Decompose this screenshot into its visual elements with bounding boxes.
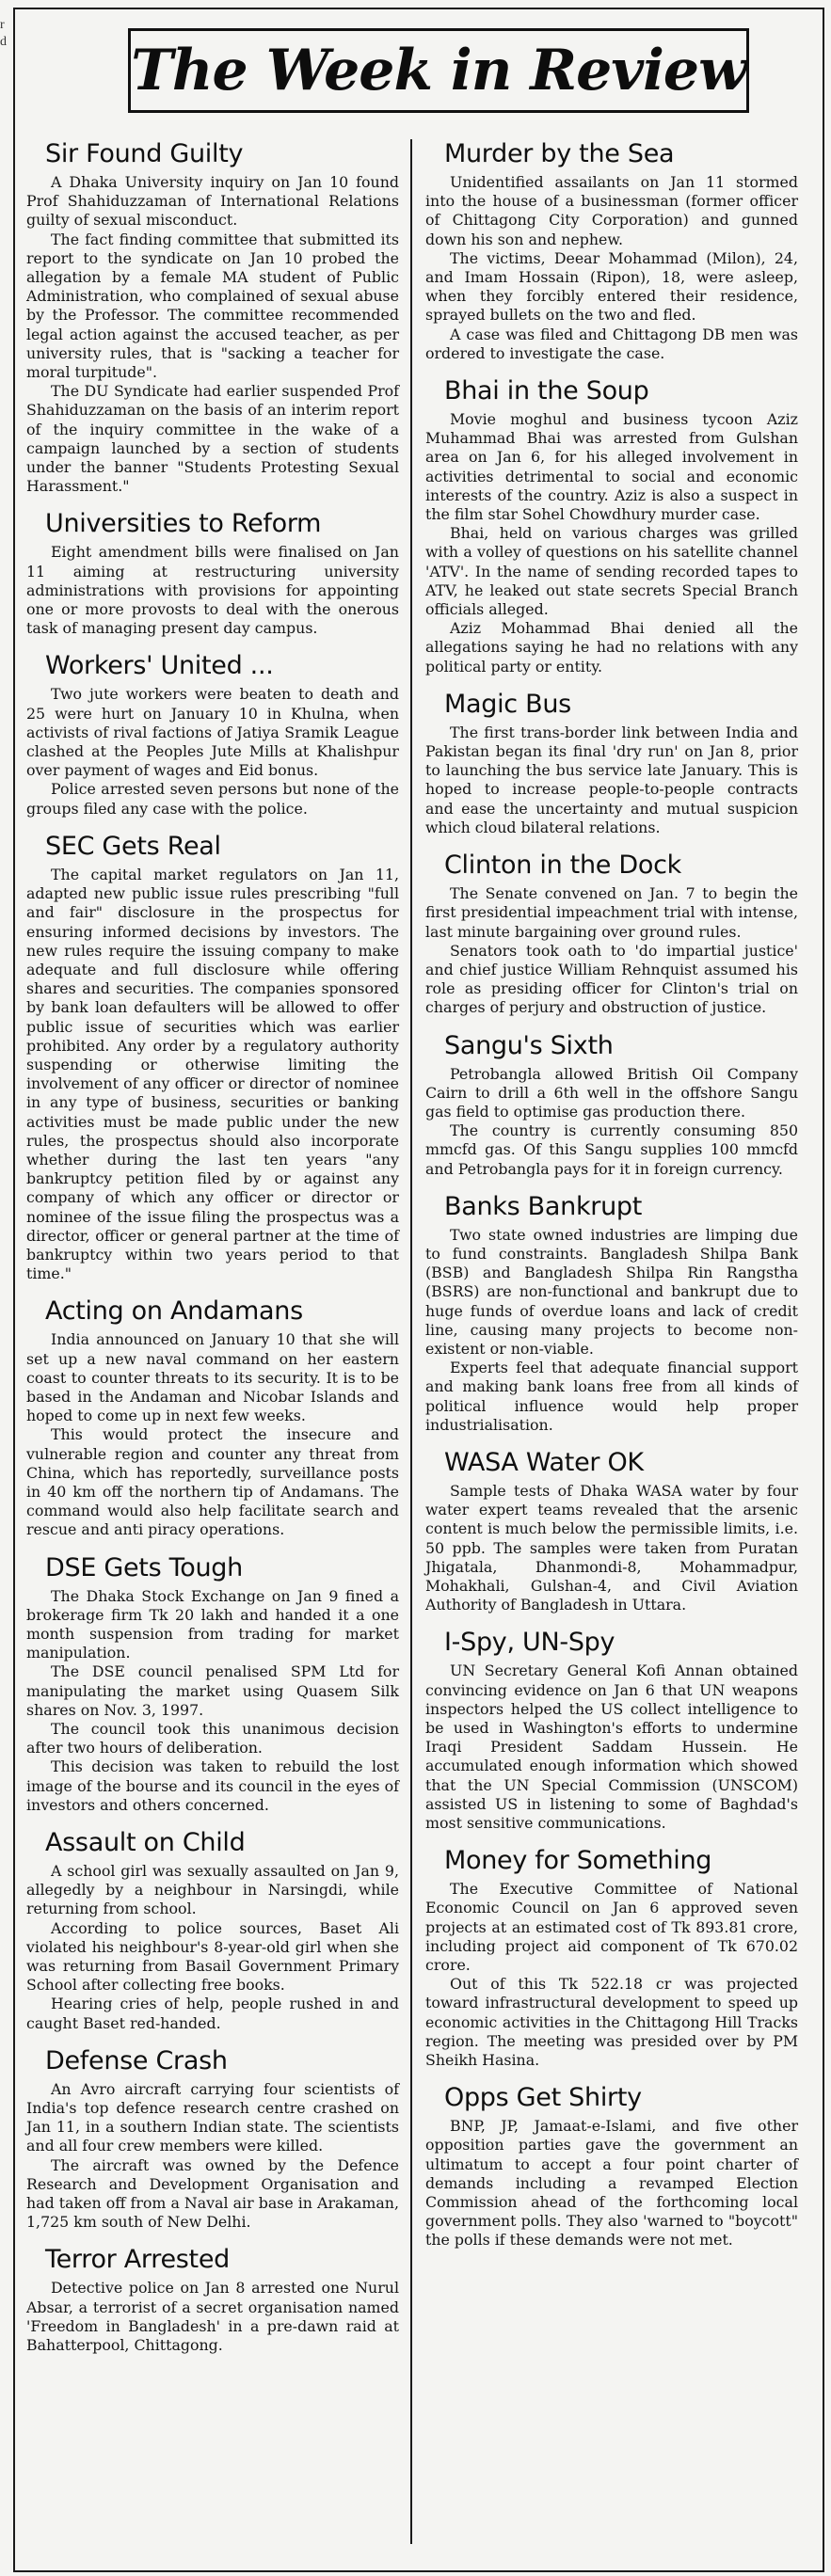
left-column: [26, 139, 399, 2368]
story-clinton-in-the-dock: [425, 851, 798, 1017]
story-paragraph: Senators took oath to 'do impartial justice' and chief justice William Rehnquist assumed his role as presiding officer for Clinton's trial on charges of perjury and obstruction of justice.: [425, 941, 798, 1017]
story-universities-to-reform: [26, 509, 399, 638]
story-paragraph: Police arrested seven persons but none of the groups filed any case with the police.: [26, 780, 399, 818]
story-paragraph: A school girl was sexually assaulted on Jan 9, allegedly by a neighbour in Narsingdi, while returning from school.: [26, 1862, 399, 1918]
story-headline: Clinton in the Dock: [444, 851, 681, 881]
story-bhai-in-the-soup: [425, 376, 798, 676]
story-headline: Universities to Reform: [45, 509, 322, 539]
story-assault-on-child: [26, 1828, 399, 2033]
story-paragraph: Petrobangla allowed British Oil Company Cairn to drill a 6th well in the offshore Sangu gas field to optimise gas production there.: [425, 1064, 798, 1121]
story-sir-found-guilty: [26, 139, 399, 496]
story-magic-bus: [425, 690, 798, 837]
story-terror-arrested: [26, 2245, 399, 2355]
story-headline: Bhai in the Soup: [444, 376, 649, 406]
story-paragraph: The victims, Deear Mohammad (Milon), 24, and Imam Hossain (Ripon), 18, were asleep, when they forcibly entered their residence, sprayed bullets on the two and fled.: [425, 248, 798, 325]
story-headline: Terror Arrested: [45, 2245, 230, 2275]
story-headline: Defense Crash: [45, 2045, 228, 2075]
story-acting-on-andamans: [26, 1296, 399, 1539]
story-headline: SEC Gets Real: [45, 831, 221, 861]
title-box: [128, 28, 749, 113]
story-paragraph: The Dhaka Stock Exchange on Jan 9 fined a brokerage firm Tk 20 lakh and handed it a one month suspension from trading for market manipulation.: [26, 1586, 399, 1662]
story-opps-get-shirty: [425, 2083, 798, 2250]
story-paragraph: A Dhaka University inquiry on Jan 10 found Prof Shahiduzzaman of International Relations guilty of sexual misconduct.: [26, 173, 399, 230]
story-dse-gets-tough: [26, 1553, 399, 1815]
story-paragraph: BNP, JP, Jamaat-e-Islami, and five other opposition parties gave the government an ultimatum to accept a four point charter of demands including a revamped Election Commission ahead of the forthcoming local government polls. They also 'warned to "boycott" the polls if these demands were not met.: [425, 2117, 798, 2250]
story-paragraph: The capital market regulators on Jan 11, adapted new public issue rules prescribing "full and fair" disclosure in the prospectus for ensuring informed decisions by investors. The new rules require the issuing company to make adequate and full disclosure while offering shares and securities. The companies sponsored by bank loan defaulters will be allowed to offer public issue of securities which was earlier prohibited. Any order by a regulatory authority suspending or otherwise limiting the involvement of any officer or director of nominee in any type of business, securities or banking activities must be made public under the new rules, the prospectus should also incorporate whether during the last ten years "any bankruptcy petition filed by or against any company of which any officer or director or nominee of the issue filing the prospectus was a director, officer or general partner at the time of bankruptcy within two years period to that time.": [26, 865, 399, 1283]
story-paragraph: The Senate convened on Jan. 7 to begin the first presidential impeachment trial with intense, last minute bargaining over ground rules.: [425, 884, 798, 941]
story-headline: Sangu's Sixth: [444, 1030, 614, 1060]
story-paragraph: Aziz Mohammad Bhai denied all the allegations saying he had no relations with any political party or entity.: [425, 619, 798, 676]
story-paragraph: Sample tests of Dhaka WASA water by four water expert teams revealed that the arsenic content is much below the permissible limits, i.e. 50 ppb. The samples were taken from Puratan Jhigatala, Dhanmondi-8, Mohammadpur, Mohakhali, Gulshan-4, and Civil Aviation Authority of Bangladesh in Uttara.: [425, 1481, 798, 1614]
page-title: The Week in Review: [131, 38, 746, 103]
story-headline: Magic Bus: [444, 689, 571, 719]
right-column: [425, 139, 798, 2264]
story-headline: WASA Water OK: [444, 1447, 644, 1477]
story-paragraph: Two state owned industries are limping due to fund constraints. Bangladesh Shilpa Bank (BSB) and Bangladesh Shilpa Rin Rangstha (BSRS) are non-functional and bankrupt due to huge funds of overdue loans and lack of credit line, causing many projects to become non-existent or non-viable.: [425, 1225, 798, 1358]
column-divider: [410, 139, 412, 2544]
story-paragraph: The DSE council penalised SPM Ltd for manipulating the market using Quasem Silk shares on Nov. 3, 1997.: [26, 1662, 399, 1719]
story-paragraph: Out of this Tk 522.18 cr was projected toward infrastructural development to speed up economic activities in the Chittagong Hill Tracks region. The meeting was presided over by PM Sheikh Hasina.: [425, 1975, 798, 2070]
story-paragraph: The Executive Committee of National Economic Council on Jan 6 approved seven projects at an estimated cost of Tk 893.81 crore, including project aid component of Tk 670.02 crore.: [425, 1880, 798, 1975]
story-paragraph: The council took this unanimous decision after two hours of deliberation.: [26, 1720, 399, 1757]
story-headline: Opps Get Shirty: [444, 2083, 642, 2113]
story-paragraph: This decision was taken to rebuild the lost image of the bourse and its council in the eyes of investors and others concerned.: [26, 1757, 399, 1814]
story-paragraph: Hearing cries of help, people rushed in and caught Baset red-handed.: [26, 1995, 399, 2032]
story-money-for-something: [425, 1846, 798, 2070]
story-paragraph: Detective police on Jan 8 arrested one Nurul Absar, a terrorist of a secret organisation named 'Freedom in Bangladesh' in a pre-dawn raid at Bahatterpool, Chittagong.: [26, 2279, 399, 2355]
story-workers-united: [26, 651, 399, 818]
story-paragraph: The country is currently consuming 850 mmcfd gas. Of this Sangu supplies 100 mmcfd and Petrobangla pays for it in foreign currency.: [425, 1121, 798, 1178]
story-paragraph: An Avro aircraft carrying four scientists of India's top defence research centre crashed on Jan 11, in a southern Indian state. The scientists and all four crew members were killed.: [26, 2079, 399, 2155]
story-paragraph: The fact finding committee that submitted its report to the syndicate on Jan 10 probed the allegation by a female MA student of Public Administration, who complained of sexual abuse by the Professor. The committee recommended legal action against the accused teacher, as per university rules, that is "sacking a teacher for moral turpitude".: [26, 230, 399, 382]
story-headline: Money for Something: [444, 1846, 712, 1876]
story-paragraph: Eight amendment bills were finalised on Jan 11 aiming at restructuring university administrations with provisions for appointing one or more provosts to deal with the onerous task of managing present day campus.: [26, 543, 399, 638]
story-paragraph: Experts feel that adequate financial support and making bank loans free from all kinds of political influence would help proper industrialisation.: [425, 1359, 798, 1434]
story-paragraph: Unidentified assailants on Jan 11 stormed into the house of a businessman (former officer of Chittagong City Corporation) and gunned down his son and nephew.: [425, 173, 798, 248]
story-headline: Assault on Child: [45, 1828, 246, 1858]
story-paragraph: A case was filed and Chittagong DB men was ordered to investigate the case.: [425, 325, 798, 362]
story-headline: Banks Bankrupt: [444, 1191, 643, 1221]
story-paragraph: UN Secretary General Kofi Annan obtained convincing evidence on Jan 6 that UN weapons inspectors helped the US collect intelligence to be used in Washington's efforts to undermine Iraqi President Saddam Hussein. He accumulated enough information which showed that the UN Special Commission (UNSCOM) assisted US in listening to some of Baghdad's most sensitive communications.: [425, 1662, 798, 1833]
story-banks-bankrupt: [425, 1192, 798, 1435]
story-paragraph: The aircraft was owned by the Defence Research and Development Organisation and had taken off from a Naval air base in Arakaman, 1,725 km south of New Delhi.: [26, 2155, 399, 2232]
story-paragraph: The DU Syndicate had earlier suspended Prof Shahiduzzaman on the basis of an interim report of the inquiry committee in the wake of a campaign launched by a section of students under the banner "Students Protesting Sexual Harassment.": [26, 382, 399, 496]
story-murder-by-the-sea: [425, 139, 798, 363]
story-paragraph: Two jute workers were beaten to death and 25 were hurt on January 10 in Khulna, when activists of rival factions of Jatiya Sramik League clashed at the Peoples Jute Mills at Khalishpur over payment of wages and Eid bonus.: [26, 685, 399, 780]
story-paragraph: The first trans-border link between India and Pakistan began its final 'dry run' on Jan 8, prior to launching the bus service late January. This is hoped to increase people-to-people contracts and ease the uncertainty and mutual suspicion which cloud bilateral relations.: [425, 723, 798, 836]
story-headline: Workers' United ...: [45, 651, 274, 681]
story-headline: I-Spy, UN-Spy: [444, 1628, 615, 1658]
story-i-spy-un-spy: [425, 1628, 798, 1833]
story-paragraph: According to police sources, Baset Ali violated his neighbour's 8-year-old girl when she was returning from Basail Government Primary School after collecting free books.: [26, 1918, 399, 1995]
story-sec-gets-real: [26, 832, 399, 1283]
story-paragraph: Bhai, held on various charges was grilled with a volley of questions on his satellite channel 'ATV'. In the name of sending recorded tapes to ATV, he leaked out state secrets Special Branch officials alleged.: [425, 524, 798, 619]
left-margin-fragment: r d: [0, 18, 7, 49]
story-headline: Murder by the Sea: [444, 139, 675, 168]
story-defense-crash: [26, 2046, 399, 2233]
story-paragraph: This would protect the insecure and vulnerable region and counter any threat from China, which has reportedly, surveillance posts in 40 km off the northern tip of Andamans. The command would also help facilitate search and rescue and anti piracy operations.: [26, 1425, 399, 1539]
story-headline: DSE Gets Tough: [45, 1552, 243, 1582]
story-headline: Acting on Andamans: [45, 1296, 303, 1327]
story-sangu-s-sixth: [425, 1031, 798, 1179]
story-headline: Sir Found Guilty: [45, 139, 244, 168]
story-paragraph: Movie moghul and business tycoon Aziz Muhammad Bhai was arrested from Gulshan area on Jan 6, for his alleged involvement in activities detrimental to social and economic interests of the country. Aziz is also a suspect in the film star Sohel Chowdhury murder case.: [425, 410, 798, 524]
story-wasa-water-ok: [425, 1448, 798, 1614]
story-paragraph: India announced on January 10 that she will set up a new naval command on her eastern coast to counter threats to its security. It is to be based in the Andaman and Nicobar Islands and hoped to come up in next few weeks.: [26, 1330, 399, 1425]
